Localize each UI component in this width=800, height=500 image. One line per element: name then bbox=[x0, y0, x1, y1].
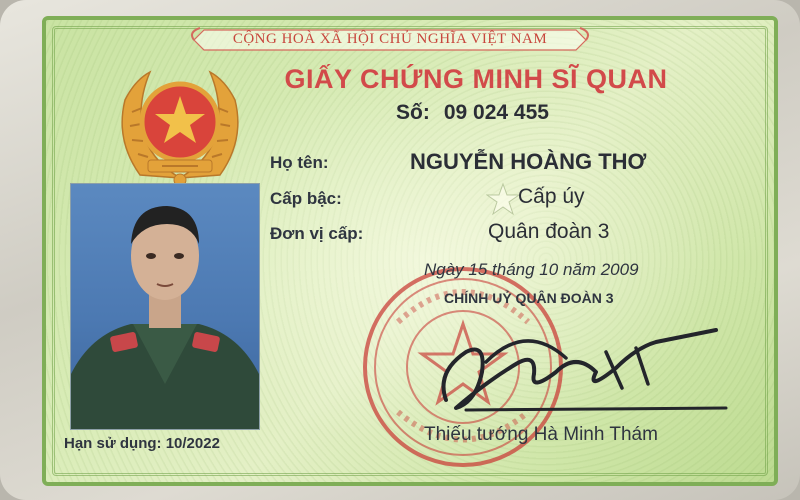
handwritten-signature bbox=[426, 312, 746, 422]
name-value: NGUYỄN HOÀNG THƠ bbox=[410, 149, 647, 174]
officer-id-card bbox=[42, 16, 778, 486]
signer-name: Thiếu tướng Hà Minh Thám bbox=[424, 424, 658, 445]
card-title: GIẤY CHỨNG MINH SĨ QUAN bbox=[284, 64, 668, 94]
issue-date: Ngày 15 tháng 10 năm 2009 bbox=[424, 260, 639, 279]
rank-value: Cấp úy bbox=[518, 185, 585, 208]
faint-star-icon bbox=[486, 182, 520, 216]
card-number-label: Số: bbox=[396, 101, 430, 124]
card-number bbox=[396, 101, 549, 125]
country-header: CỘNG HOÀ XÃ HỘI CHỦ NGHĨA VIỆT NAM bbox=[232, 31, 548, 47]
unit-value: Quân đoàn 3 bbox=[488, 220, 610, 243]
name-label: Họ tên: bbox=[270, 153, 329, 172]
national-emblem bbox=[110, 60, 250, 190]
rank-label: Cấp bậc: bbox=[270, 189, 342, 208]
unit-label: Đơn vị cấp: bbox=[270, 224, 364, 243]
issuer-title: CHÍNH UỶ QUÂN ĐOÀN 3 bbox=[444, 290, 614, 306]
country-header-banner bbox=[190, 26, 590, 54]
card-number-value: 09 024 455 bbox=[443, 101, 549, 124]
validity-date: Hạn sử dụng: 10/2022 bbox=[64, 435, 220, 452]
portrait-figure bbox=[71, 184, 259, 429]
portrait-photo bbox=[70, 183, 260, 430]
